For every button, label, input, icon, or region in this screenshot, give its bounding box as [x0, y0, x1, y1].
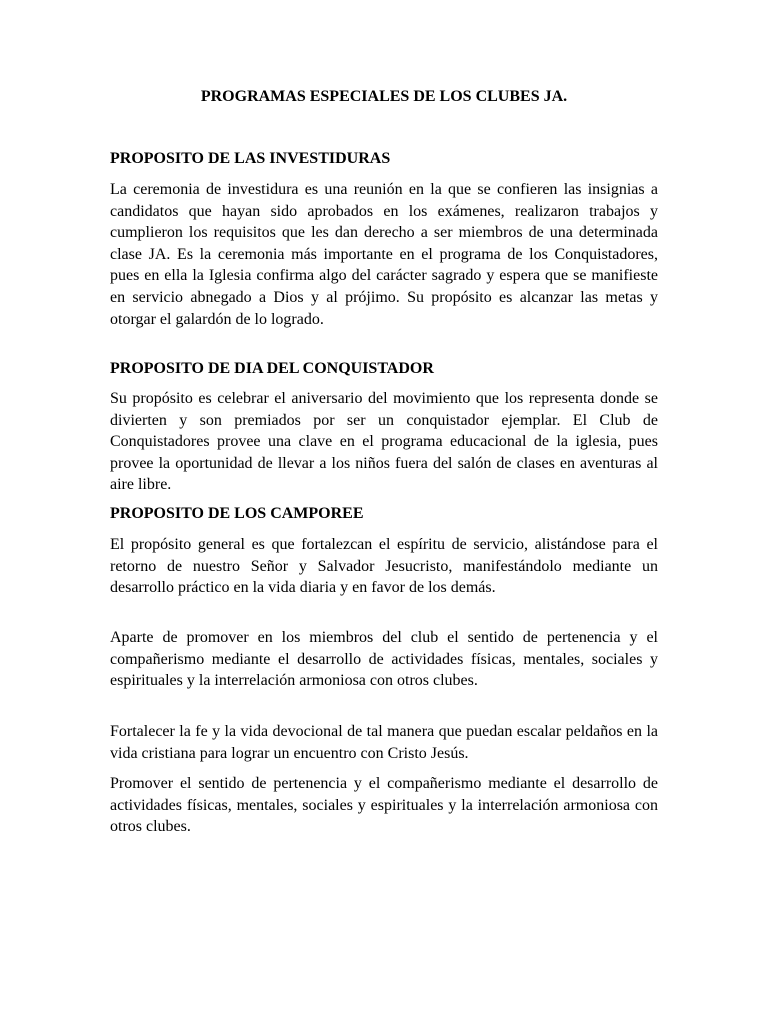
paragraph-dia-conquistador: Su propósito es celebrar el aniversario del movimiento que los representa donde se divierten y son premiados por ser un conquistador ejemplar. El Club de Conquistadores provee una clave en el programa educacional de la iglesia, pues provee la oportunidad de llevar a los niños fuera del salón de clases en aventuras al aire libre. — [110, 390, 658, 494]
section-heading-investiduras: PROPOSITO DE LAS INVESTIDURAS — [110, 150, 391, 167]
paragraph-camporee-3: Fortalecer la fe y la vida devocional de tal manera que puedan escalar peldaños en la vida cristiana para lograr un encuentro con Cristo Jesús. — [110, 723, 658, 762]
section-heading-camporee: PROPOSITO DE LOS CAMPOREE — [110, 505, 364, 522]
document-title: PROGRAMAS ESPECIALES DE LOS CLUBES JA. — [200, 88, 568, 105]
paragraph-investiduras: La ceremonia de investidura es una reunión en la que se confieren las insignias a candidatos que hayan sido aprobados en los exámenes, realizaron trabajos y cumplieron los requisitos que les dan derecho a ser miembros de una determinada clase JA. Es la ceremonia más importante en el programa de los Conquistadores, pues en ella la Iglesia confirma algo del carácter sagrado y espera que se manifieste en servicio abnegado a Dios y al prójimo. Su propósito es alcanzar las metas y otorgar el galardón de lo logrado. — [110, 181, 658, 328]
paragraph-camporee-2: Aparte de promover en los miembros del club el sentido de pertenencia y el compañerismo mediante el desarrollo de actividades físicas, mentales, sociales y espirituales y la interrelación armoniosa con otros clubes. — [110, 629, 658, 690]
paragraph-camporee-4: Promover el sentido de pertenencia y el compañerismo mediante el desarrollo de actividades físicas, mentales, sociales y espirituales y la interrelación armoniosa con otros clubes. — [110, 775, 658, 836]
paragraph-camporee-1: El propósito general es que fortalezcan el espíritu de servicio, alistándose para el retorno de nuestro Señor y Salvador Jesucristo, manifestándolo mediante un desarrollo práctico en la vida diaria y en favor de los demás. — [110, 536, 658, 597]
section-heading-dia-conquistador: PROPOSITO DE DIA DEL CONQUISTADOR — [110, 360, 434, 377]
